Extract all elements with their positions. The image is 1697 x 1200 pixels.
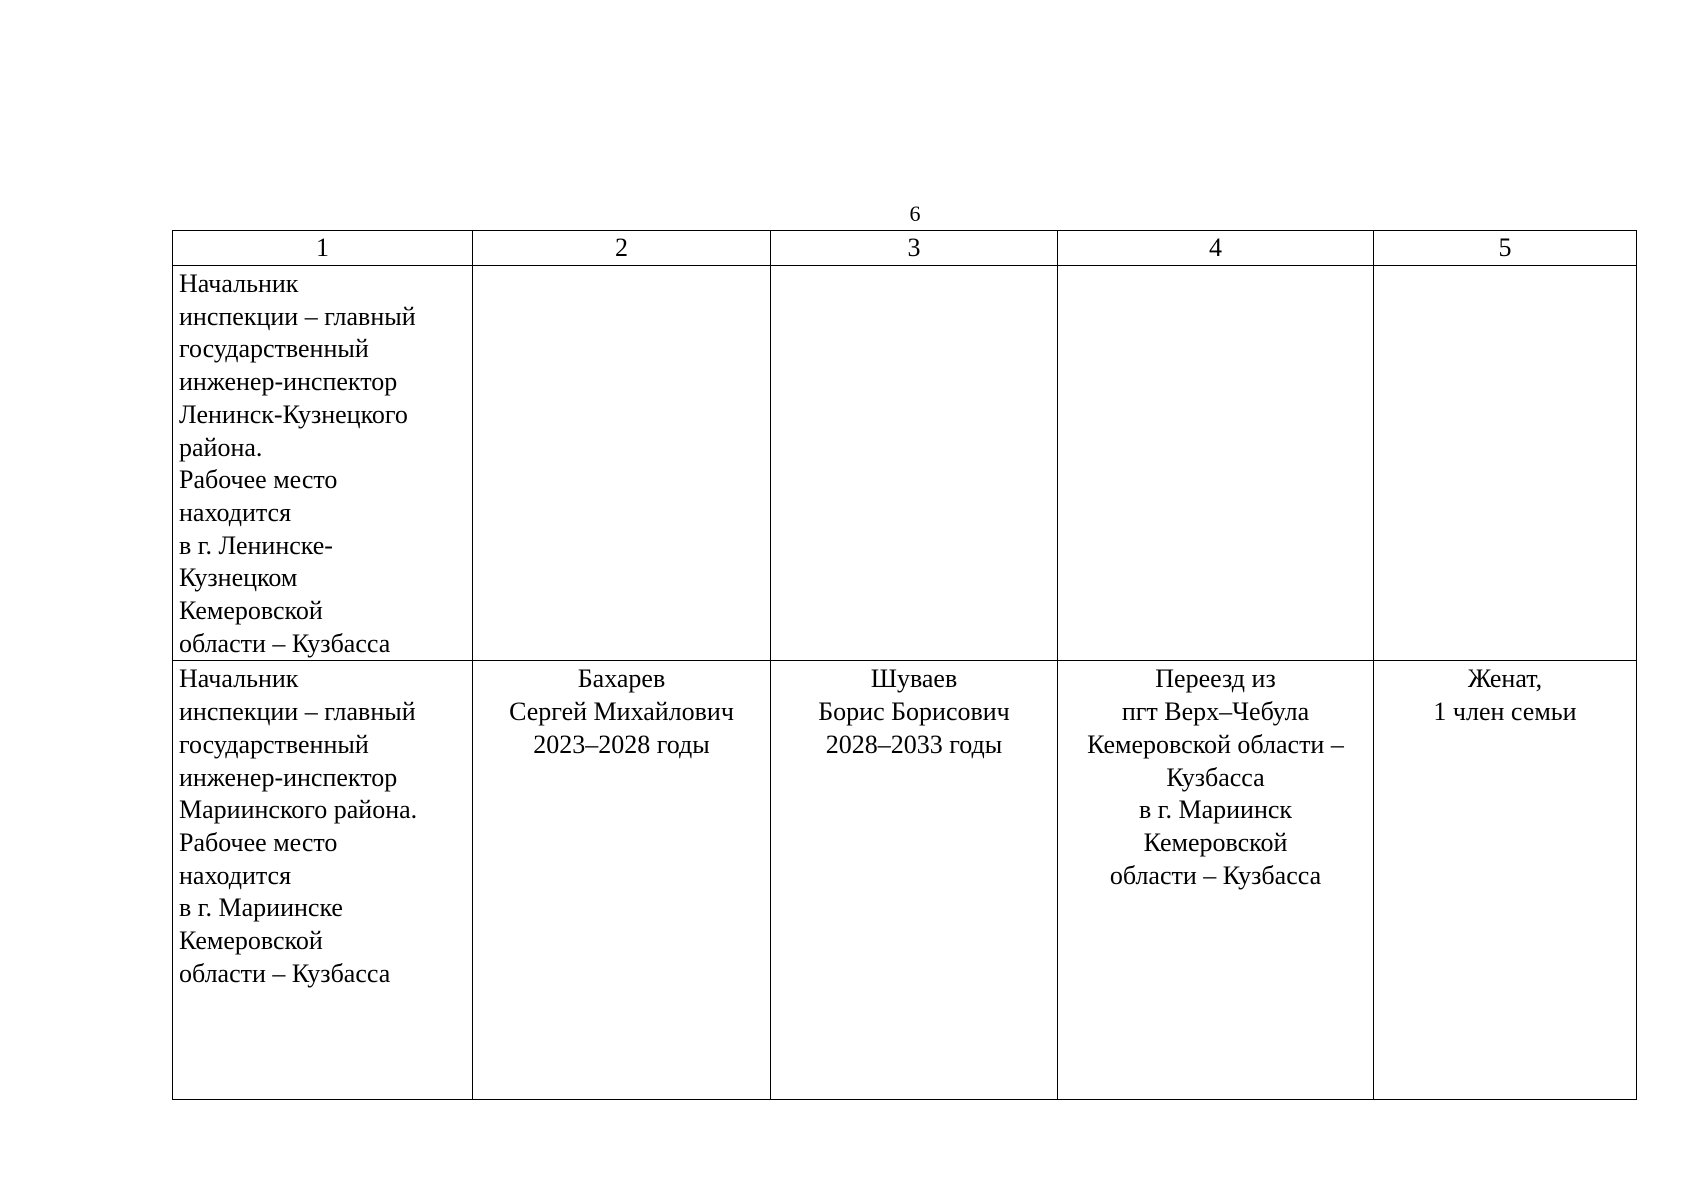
- cell-line: инженер-инспектор: [179, 367, 398, 397]
- cell-line: инспекции – главный: [179, 697, 416, 727]
- cell-line: Мариинского района.: [179, 795, 418, 825]
- cell-line: в г. Мариинске: [179, 893, 343, 923]
- successor-cell: [771, 661, 1058, 1100]
- cell-line: находится: [179, 860, 292, 890]
- cell-line: области – Кузбасса: [179, 628, 391, 658]
- relocation-cell: [1058, 661, 1374, 1100]
- family-status-cell: [1374, 661, 1637, 1100]
- table-row: [173, 266, 1637, 661]
- cell-line: Сергей Михайлович: [509, 697, 734, 727]
- cell-line: пгт Верх–Чебула: [1121, 697, 1310, 727]
- cell-line: области – Кузбасса: [1109, 860, 1322, 890]
- cell-line: государственный: [179, 729, 369, 759]
- table-row: [173, 661, 1637, 1100]
- page-number: 6: [909, 201, 921, 226]
- cell-line: Начальник: [179, 664, 299, 694]
- cell-line: находится: [179, 497, 292, 527]
- relocation-cell: [1058, 266, 1374, 661]
- cell-line: 2028–2033 годы: [825, 729, 1003, 759]
- cell-line: Бахарев: [577, 664, 666, 694]
- cell-line: Кузнецком: [179, 563, 298, 593]
- family-status-cell: [1374, 266, 1637, 661]
- column-header-5: 5: [1374, 231, 1637, 266]
- cell-line: Кузбасса: [1166, 762, 1265, 792]
- cell-line: инспекции – главный: [179, 301, 416, 331]
- cell-line: инженер-инспектор: [179, 762, 398, 792]
- column-header-2: 2: [473, 231, 771, 266]
- cell-line: в г. Мариинск: [1138, 795, 1293, 825]
- cell-line: Кемеровской области –: [1087, 729, 1344, 759]
- position-cell: [173, 266, 473, 661]
- cell-line: Ленинск-Кузнецкого: [179, 399, 408, 429]
- cell-line: Переезд из: [1155, 664, 1276, 694]
- cell-line: Кемеровской: [179, 596, 323, 626]
- cell-line: Женат,: [1467, 664, 1543, 694]
- cell-line: в г. Ленинске-: [179, 530, 333, 560]
- cell-line: государственный: [179, 334, 369, 364]
- column-header-3: 3: [771, 231, 1058, 266]
- column-header-4: 4: [1058, 231, 1374, 266]
- cell-line: Кемеровской: [1143, 827, 1288, 857]
- cell-line: Рабочее место: [179, 827, 338, 857]
- table-header-row: [173, 231, 1637, 266]
- current-holder-cell: [473, 266, 771, 661]
- cell-line: Рабочее место: [179, 465, 338, 495]
- successor-cell: [771, 266, 1058, 661]
- cell-line: Начальник: [179, 269, 299, 298]
- current-holder-cell: [473, 661, 771, 1100]
- data-table: [172, 230, 1637, 1100]
- cell-line: Борис Борисович: [818, 697, 1010, 727]
- cell-line: 2023–2028 годы: [533, 729, 710, 759]
- position-cell: [173, 661, 473, 1100]
- column-header-1: 1: [173, 231, 473, 266]
- cell-line: Кемеровской: [179, 926, 323, 956]
- cell-line: Шуваев: [870, 664, 958, 694]
- cell-line: 1 член семьи: [1433, 697, 1577, 727]
- cell-line: района.: [179, 432, 263, 462]
- cell-line: области – Кузбасса: [179, 958, 391, 988]
